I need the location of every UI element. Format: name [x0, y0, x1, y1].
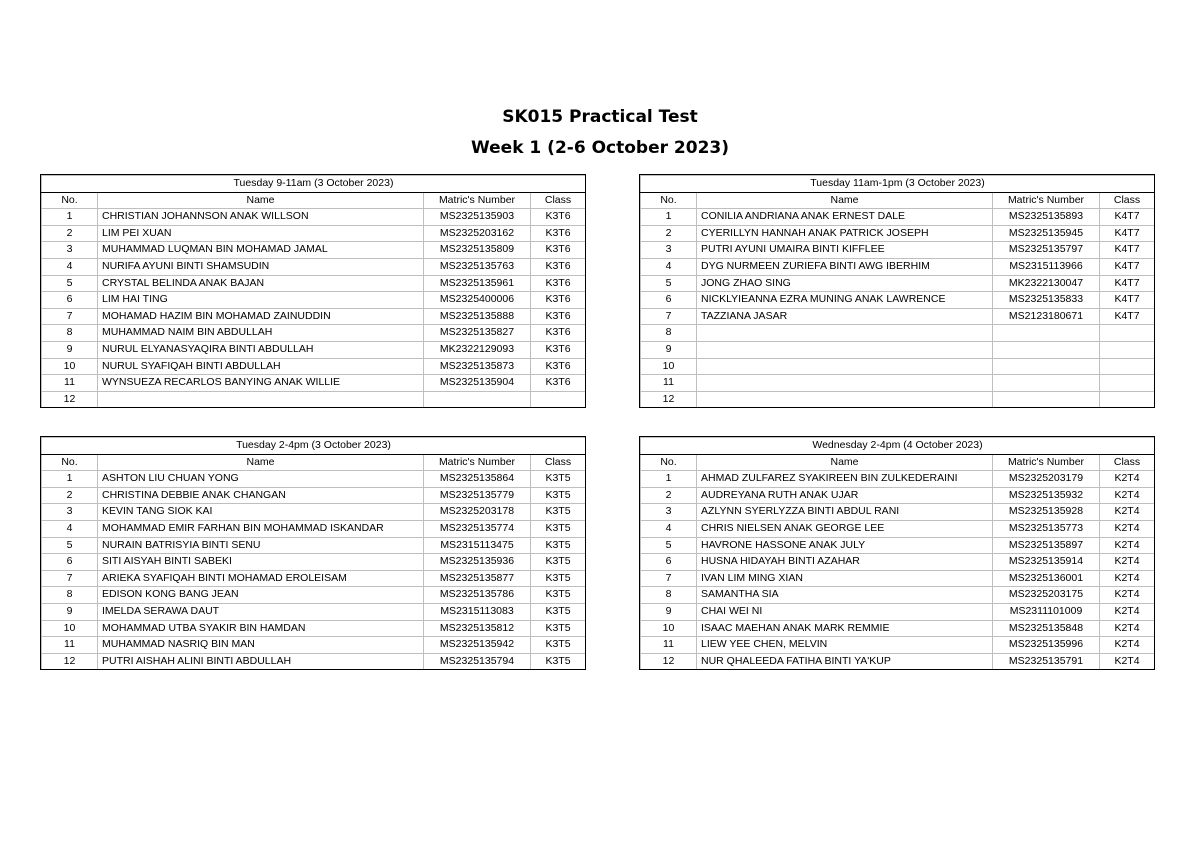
class-code: K3T6 [531, 275, 586, 292]
table-row [42, 258, 586, 275]
class-code: K3T6 [531, 358, 586, 375]
session-table-tuesday-2-4pm [41, 437, 586, 670]
matric-number: MS2325135914 [993, 554, 1100, 571]
session-caption: Tuesday 2-4pm (3 October 2023) [42, 438, 586, 455]
row-number: 7 [641, 570, 697, 587]
session-caption-row [42, 438, 586, 455]
class-code: K4T7 [1100, 308, 1155, 325]
matric-number: MS2325135877 [424, 570, 531, 587]
student-name: CHRISTIAN JOHANNSON ANAK WILLSON [98, 209, 424, 226]
student-name [697, 325, 993, 342]
matric-number: MS2325135873 [424, 358, 531, 375]
student-name: NICKLYIEANNA EZRA MUNING ANAK LAWRENCE [697, 292, 993, 309]
matric-number: MS2325135996 [993, 637, 1100, 654]
matric-number: MS2325135961 [424, 275, 531, 292]
matric-number: MS2325136001 [993, 570, 1100, 587]
student-name: CHRISTINA DEBBIE ANAK CHANGAN [98, 487, 424, 504]
row-number: 4 [42, 258, 98, 275]
table-row [42, 225, 586, 242]
class-code: K2T4 [1100, 520, 1155, 537]
matric-number: MS2325135812 [424, 620, 531, 637]
class-code: K4T7 [1100, 292, 1155, 309]
table-row [641, 308, 1155, 325]
student-name: AHMAD ZULFAREZ SYAKIREEN BIN ZULKEDERAINI [697, 471, 993, 488]
matric-number [993, 341, 1100, 358]
row-number: 11 [641, 637, 697, 654]
row-number: 4 [641, 520, 697, 537]
matric-number: MS2325135945 [993, 225, 1100, 242]
header-matric: Matric's Number [993, 454, 1100, 471]
row-number: 9 [641, 603, 697, 620]
table-row [641, 504, 1155, 521]
matric-number: MS2325203162 [424, 225, 531, 242]
row-number: 6 [42, 292, 98, 309]
table-row [42, 504, 586, 521]
row-number: 6 [42, 554, 98, 571]
row-number: 5 [641, 275, 697, 292]
class-code: K3T5 [531, 487, 586, 504]
matric-number [993, 391, 1100, 408]
class-code: K2T4 [1100, 637, 1155, 654]
table-row [641, 242, 1155, 259]
header-class: Class [531, 454, 586, 471]
matric-number: MK2322130047 [993, 275, 1100, 292]
row-number: 10 [641, 358, 697, 375]
table-row [42, 292, 586, 309]
class-code [1100, 341, 1155, 358]
matric-number: MS2315113083 [424, 603, 531, 620]
class-code: K3T6 [531, 242, 586, 259]
student-name: LIM HAI TING [98, 292, 424, 309]
row-number: 7 [42, 570, 98, 587]
table-row [42, 653, 586, 670]
matric-number: MS2325135932 [993, 487, 1100, 504]
matric-number: MS2325135928 [993, 504, 1100, 521]
class-code: K3T6 [531, 308, 586, 325]
row-number: 12 [641, 653, 697, 670]
row-number: 3 [42, 504, 98, 521]
class-code: K2T4 [1100, 570, 1155, 587]
header-no: No. [641, 454, 697, 471]
table-row [641, 570, 1155, 587]
matric-number: MS2325135897 [993, 537, 1100, 554]
table-row [641, 587, 1155, 604]
table-row [641, 637, 1155, 654]
student-name: PUTRI AISHAH ALINI BINTI ABDULLAH [98, 653, 424, 670]
matric-number: MS2325135904 [424, 375, 531, 392]
header-matric: Matric's Number [424, 192, 531, 209]
student-name: HUSNA HIDAYAH BINTI AZAHAR [697, 554, 993, 571]
student-name: CRYSTAL BELINDA ANAK BAJAN [98, 275, 424, 292]
table-row [42, 537, 586, 554]
table-row [42, 375, 586, 392]
column-header-row [42, 454, 586, 471]
matric-number: MK2322129093 [424, 341, 531, 358]
class-code: K3T5 [531, 471, 586, 488]
table-row [641, 537, 1155, 554]
student-name: NURIFA AYUNI BINTI SHAMSUDIN [98, 258, 424, 275]
session-caption-row [641, 438, 1155, 455]
row-number: 1 [641, 209, 697, 226]
row-number: 8 [641, 587, 697, 604]
matric-number: MS2325135942 [424, 637, 531, 654]
class-code: K3T5 [531, 504, 586, 521]
table-row [42, 520, 586, 537]
student-name: EDISON KONG BANG JEAN [98, 587, 424, 604]
row-number: 11 [641, 375, 697, 392]
session-table-wednesday-2-4pm [640, 437, 1155, 670]
row-number: 9 [42, 341, 98, 358]
table-row [641, 391, 1155, 408]
table-row [641, 225, 1155, 242]
matric-number [424, 391, 531, 408]
table-row [641, 653, 1155, 670]
table-row [42, 620, 586, 637]
table-row [42, 325, 586, 342]
row-number: 11 [42, 375, 98, 392]
student-name: CONILIA ANDRIANA ANAK ERNEST DALE [697, 209, 993, 226]
matric-number: MS2123180671 [993, 308, 1100, 325]
student-name: NURUL ELYANASYAQIRA BINTI ABDULLAH [98, 341, 424, 358]
student-name [697, 375, 993, 392]
student-name: CHRIS NIELSEN ANAK GEORGE LEE [697, 520, 993, 537]
student-name: MOHAMMAD UTBA SYAKIR BIN HAMDAN [98, 620, 424, 637]
student-name: WYNSUEZA RECARLOS BANYING ANAK WILLIE [98, 375, 424, 392]
header-no: No. [42, 454, 98, 471]
class-code: K3T6 [531, 258, 586, 275]
student-name: MUHAMMAD NASRIQ BIN MAN [98, 637, 424, 654]
class-code: K4T7 [1100, 275, 1155, 292]
row-number: 6 [641, 554, 697, 571]
row-number: 3 [42, 242, 98, 259]
table-row [641, 554, 1155, 571]
session-caption-row [42, 176, 586, 193]
class-code: K2T4 [1100, 603, 1155, 620]
student-name: SITI AISYAH BINTI SABEKI [98, 554, 424, 571]
table-row [42, 275, 586, 292]
matric-number: MS2325135773 [993, 520, 1100, 537]
table-row [641, 341, 1155, 358]
table-row [641, 275, 1155, 292]
student-name [697, 341, 993, 358]
student-name [697, 358, 993, 375]
table-row [641, 292, 1155, 309]
row-number: 9 [42, 603, 98, 620]
page-title: SK015 Practical Test [502, 107, 698, 127]
table-row [641, 375, 1155, 392]
row-number: 7 [641, 308, 697, 325]
class-code: K3T5 [531, 570, 586, 587]
table-row [641, 603, 1155, 620]
row-number: 4 [641, 258, 697, 275]
table-row [42, 554, 586, 571]
student-name: ISAAC MAEHAN ANAK MARK REMMIE [697, 620, 993, 637]
header-matric: Matric's Number [993, 192, 1100, 209]
table-row [641, 471, 1155, 488]
matric-number: MS2325135903 [424, 209, 531, 226]
matric-number: MS2325203178 [424, 504, 531, 521]
column-header-row [641, 454, 1155, 471]
row-number: 5 [641, 537, 697, 554]
class-code: K3T5 [531, 653, 586, 670]
student-name: SAMANTHA SIA [697, 587, 993, 604]
table-row [42, 471, 586, 488]
matric-number: MS2325135848 [993, 620, 1100, 637]
matric-number: MS2325400006 [424, 292, 531, 309]
student-name: AZLYNN SYERLYZZA BINTI ABDUL RANI [697, 504, 993, 521]
student-name: MOHAMMAD EMIR FARHAN BIN MOHAMMAD ISKANDAR [98, 520, 424, 537]
row-number: 12 [42, 391, 98, 408]
student-name: LIM PEI XUAN [98, 225, 424, 242]
class-code: K4T7 [1100, 258, 1155, 275]
matric-number: MS2325135809 [424, 242, 531, 259]
class-code: K2T4 [1100, 471, 1155, 488]
row-number: 10 [42, 620, 98, 637]
student-name: NUR QHALEEDA FATIHA BINTI YA'KUP [697, 653, 993, 670]
matric-number: MS2325203179 [993, 471, 1100, 488]
header-matric: Matric's Number [424, 454, 531, 471]
session-caption: Tuesday 9-11am (3 October 2023) [42, 176, 586, 193]
student-name [697, 391, 993, 408]
class-code: K2T4 [1100, 587, 1155, 604]
class-code [1100, 358, 1155, 375]
matric-number: MS2325135936 [424, 554, 531, 571]
class-code: K2T4 [1100, 487, 1155, 504]
table-row [641, 258, 1155, 275]
class-code: K3T5 [531, 637, 586, 654]
matric-number: MS2325135791 [993, 653, 1100, 670]
class-code [1100, 375, 1155, 392]
header-name: Name [697, 192, 993, 209]
table-row [641, 520, 1155, 537]
matric-number: MS2325135794 [424, 653, 531, 670]
class-code: K2T4 [1100, 554, 1155, 571]
table-row [641, 487, 1155, 504]
class-code: K2T4 [1100, 537, 1155, 554]
matric-number: MS2325135827 [424, 325, 531, 342]
table-row [641, 209, 1155, 226]
table-row [42, 391, 586, 408]
student-name: KEVIN TANG SIOK KAI [98, 504, 424, 521]
class-code: K3T5 [531, 603, 586, 620]
class-code: K4T7 [1100, 209, 1155, 226]
row-number: 2 [641, 225, 697, 242]
student-name: LIEW YEE CHEN, MELVIN [697, 637, 993, 654]
class-code [1100, 391, 1155, 408]
session-table-tuesday-11am-1pm [640, 175, 1155, 408]
row-number: 1 [42, 471, 98, 488]
matric-number: MS2315113966 [993, 258, 1100, 275]
session-caption: Tuesday 11am-1pm (3 October 2023) [641, 176, 1155, 193]
class-code: K3T6 [531, 325, 586, 342]
matric-number: MS2325135763 [424, 258, 531, 275]
header-class: Class [1100, 454, 1155, 471]
matric-number: MS2325135888 [424, 308, 531, 325]
row-number: 8 [641, 325, 697, 342]
student-name: ARIEKA SYAFIQAH BINTI MOHAMAD EROLEISAM [98, 570, 424, 587]
table-row [42, 358, 586, 375]
row-number: 2 [641, 487, 697, 504]
class-code: K3T5 [531, 520, 586, 537]
table-row [42, 570, 586, 587]
row-number: 5 [42, 275, 98, 292]
class-code: K4T7 [1100, 225, 1155, 242]
class-code: K3T6 [531, 375, 586, 392]
class-code: K3T6 [531, 209, 586, 226]
class-code [1100, 325, 1155, 342]
student-name: MOHAMAD HAZIM BIN MOHAMAD ZAINUDDIN [98, 308, 424, 325]
table-row [641, 620, 1155, 637]
class-code: K3T6 [531, 341, 586, 358]
matric-number [993, 358, 1100, 375]
header-no: No. [641, 192, 697, 209]
matric-number: MS2325135786 [424, 587, 531, 604]
class-code: K4T7 [1100, 242, 1155, 259]
class-code: K3T5 [531, 620, 586, 637]
row-number: 9 [641, 341, 697, 358]
matric-number: MS2315113475 [424, 537, 531, 554]
row-number: 12 [42, 653, 98, 670]
table-row [42, 587, 586, 604]
student-name: CHAI WEI NI [697, 603, 993, 620]
matric-number: MS2325135774 [424, 520, 531, 537]
student-name: DYG NURMEEN ZURIEFA BINTI AWG IBERHIM [697, 258, 993, 275]
table-row [42, 487, 586, 504]
class-code: K2T4 [1100, 653, 1155, 670]
matric-number: MS2325203175 [993, 587, 1100, 604]
student-name: IMELDA SERAWA DAUT [98, 603, 424, 620]
row-number: 6 [641, 292, 697, 309]
class-code: K3T6 [531, 225, 586, 242]
header-name: Name [98, 192, 424, 209]
student-name: TAZZIANA JASAR [697, 308, 993, 325]
table-row [641, 358, 1155, 375]
table-row [42, 242, 586, 259]
class-code: K3T5 [531, 554, 586, 571]
row-number: 11 [42, 637, 98, 654]
row-number: 10 [42, 358, 98, 375]
row-number: 8 [42, 325, 98, 342]
table-row [42, 209, 586, 226]
matric-number: MS2311101009 [993, 603, 1100, 620]
session-caption-row [641, 176, 1155, 193]
student-name: JONG ZHAO SING [697, 275, 993, 292]
student-name: IVAN LIM MING XIAN [697, 570, 993, 587]
matric-number: MS2325135797 [993, 242, 1100, 259]
student-name: MUHAMMAD LUQMAN BIN MOHAMAD JAMAL [98, 242, 424, 259]
class-code [531, 391, 586, 408]
row-number: 4 [42, 520, 98, 537]
student-name: ASHTON LIU CHUAN YONG [98, 471, 424, 488]
class-code: K3T5 [531, 587, 586, 604]
row-number: 2 [42, 225, 98, 242]
header-name: Name [697, 454, 993, 471]
session-caption: Wednesday 2-4pm (4 October 2023) [641, 438, 1155, 455]
student-name: HAVRONE HASSONE ANAK JULY [697, 537, 993, 554]
row-number: 2 [42, 487, 98, 504]
row-number: 1 [42, 209, 98, 226]
matric-number: MS2325135864 [424, 471, 531, 488]
student-name: PUTRI AYUNI UMAIRA BINTI KIFFLEE [697, 242, 993, 259]
row-number: 3 [641, 242, 697, 259]
table-row [42, 637, 586, 654]
matric-number: MS2325135779 [424, 487, 531, 504]
student-name: MUHAMMAD NAIM BIN ABDULLAH [98, 325, 424, 342]
class-code: K2T4 [1100, 504, 1155, 521]
header-no: No. [42, 192, 98, 209]
student-name: CYERILLYN HANNAH ANAK PATRICK JOSEPH [697, 225, 993, 242]
header-name: Name [98, 454, 424, 471]
row-number: 1 [641, 471, 697, 488]
student-name: NURAIN BATRISYIA BINTI SENU [98, 537, 424, 554]
row-number: 7 [42, 308, 98, 325]
matric-number [993, 375, 1100, 392]
session-table-tuesday-9-11am [41, 175, 586, 408]
header-class: Class [531, 192, 586, 209]
table-row [641, 325, 1155, 342]
class-code: K3T5 [531, 537, 586, 554]
class-code: K2T4 [1100, 620, 1155, 637]
row-number: 10 [641, 620, 697, 637]
table-row [42, 341, 586, 358]
table-row [42, 308, 586, 325]
matric-number: MS2325135833 [993, 292, 1100, 309]
page-subtitle: Week 1 (2-6 October 2023) [471, 138, 729, 158]
row-number: 8 [42, 587, 98, 604]
class-code: K3T6 [531, 292, 586, 309]
row-number: 5 [42, 537, 98, 554]
student-name: AUDREYANA RUTH ANAK UJAR [697, 487, 993, 504]
column-header-row [641, 192, 1155, 209]
row-number: 12 [641, 391, 697, 408]
student-name: NURUL SYAFIQAH BINTI ABDULLAH [98, 358, 424, 375]
student-name [98, 391, 424, 408]
header-class: Class [1100, 192, 1155, 209]
matric-number [993, 325, 1100, 342]
matric-number: MS2325135893 [993, 209, 1100, 226]
table-row [42, 603, 586, 620]
column-header-row [42, 192, 586, 209]
row-number: 3 [641, 504, 697, 521]
